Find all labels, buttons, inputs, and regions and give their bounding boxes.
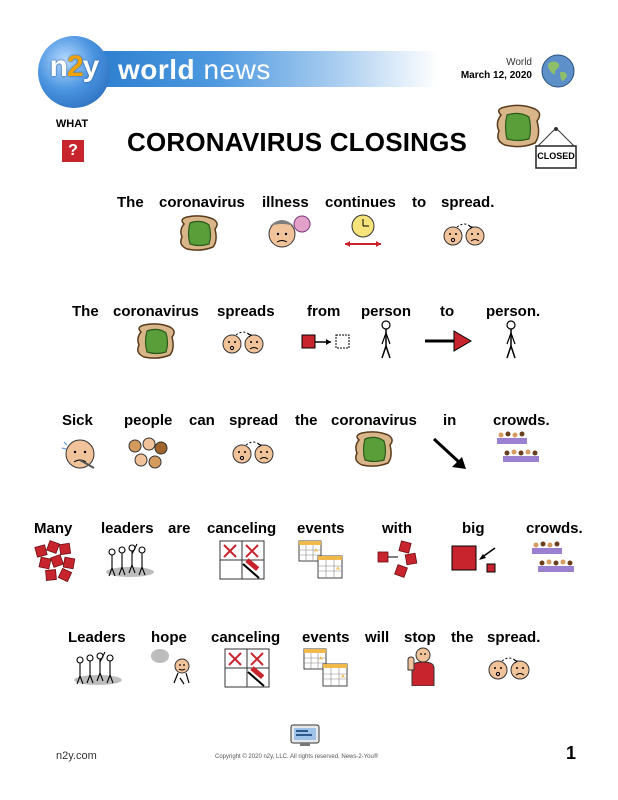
coronavirus-icon [355, 430, 397, 470]
word-spread: spread. [441, 194, 495, 211]
word-hope: hope [151, 629, 187, 646]
canceling-icon [219, 540, 267, 582]
person-icon [503, 320, 519, 360]
canceling-icon [224, 648, 272, 690]
word-with: with [382, 520, 412, 537]
page-title: CORONAVIRUS CLOSINGS [127, 127, 468, 157]
events-calendar-icon [303, 648, 351, 690]
brand-title: world news [118, 54, 271, 85]
word-coronavirus: coronavirus [113, 303, 199, 320]
word-crowds: crowds. [493, 412, 550, 429]
page-number: 1 [566, 743, 577, 763]
section-label: World [506, 57, 532, 68]
spread-faces-icon [222, 330, 268, 360]
stop-hand-icon [406, 646, 436, 686]
word-the: the [451, 629, 474, 646]
sick-person-icon [262, 212, 312, 252]
computer-icon [290, 724, 320, 748]
word-leaders: Leaders [68, 629, 126, 646]
leaders-icon [104, 540, 156, 580]
crowds-icon [530, 540, 580, 576]
sick-face-icon [60, 436, 100, 472]
closed-sign-text: CLOSED [537, 151, 575, 161]
earth-globe-icon [541, 54, 575, 88]
word-canceling: canceling [207, 520, 277, 537]
spread-faces-icon [232, 440, 278, 470]
leaders-icon [72, 648, 124, 688]
issue-date: March 12, 2020 [460, 70, 532, 81]
people-icon [125, 436, 169, 472]
word-to: to [440, 303, 455, 320]
word-in: in [443, 412, 457, 429]
word-from: from [307, 303, 341, 320]
word-the: the [295, 412, 318, 429]
word-canceling: canceling [211, 629, 281, 646]
footer-site: n2y.com [56, 750, 97, 762]
word-to: to [412, 194, 427, 211]
many-squares-icon [34, 540, 80, 582]
word-person: person [361, 303, 412, 320]
word-leaders: leaders [101, 520, 154, 537]
word-the: The [72, 303, 99, 320]
word-coronavirus: coronavirus [331, 412, 417, 429]
word-spread: spread [229, 412, 279, 429]
word-continues: continues [325, 194, 396, 211]
word-are: are [168, 520, 191, 537]
word-people: people [124, 412, 173, 429]
word-illness: illness [262, 194, 309, 211]
clock-continue-icon [341, 212, 385, 252]
from-arrow-icon [301, 332, 353, 352]
to-arrow-icon [424, 330, 472, 354]
hope-icon [150, 646, 194, 688]
word-coronavirus: coronavirus [159, 194, 245, 211]
word-events: events [302, 629, 350, 646]
closed-sign-icon [532, 126, 580, 172]
word-spreads: spreads [217, 303, 275, 320]
word-big: big [462, 520, 485, 537]
spread-faces-icon [488, 656, 534, 686]
word-can: can [189, 412, 215, 429]
n2y-logo: n2y [49, 50, 99, 83]
word-sick: Sick [62, 412, 93, 429]
with-icon [376, 540, 420, 582]
word-the: The [117, 194, 144, 211]
word-crowds: crowds. [526, 520, 583, 537]
coronavirus-icon [137, 322, 179, 362]
events-calendar-icon [298, 540, 346, 582]
person-icon [378, 320, 394, 360]
word-stop: stop [404, 629, 436, 646]
what-label: WHAT [55, 118, 89, 130]
footer-copyright: Copyright © 2020 n2y, LLC. All rights reserved. News-2-You® [215, 754, 379, 760]
coronavirus-icon [180, 214, 222, 254]
crowds-icon [495, 430, 545, 466]
word-spread: spread. [487, 629, 541, 646]
word-events: events [297, 520, 345, 537]
word-person: person. [486, 303, 541, 320]
word-many: Many [34, 520, 73, 537]
spread-faces-icon [443, 222, 489, 252]
question-mark-icon: ? [62, 140, 84, 162]
big-square-icon [451, 542, 499, 578]
in-arrow-icon [430, 435, 470, 471]
word-will: will [365, 629, 390, 646]
